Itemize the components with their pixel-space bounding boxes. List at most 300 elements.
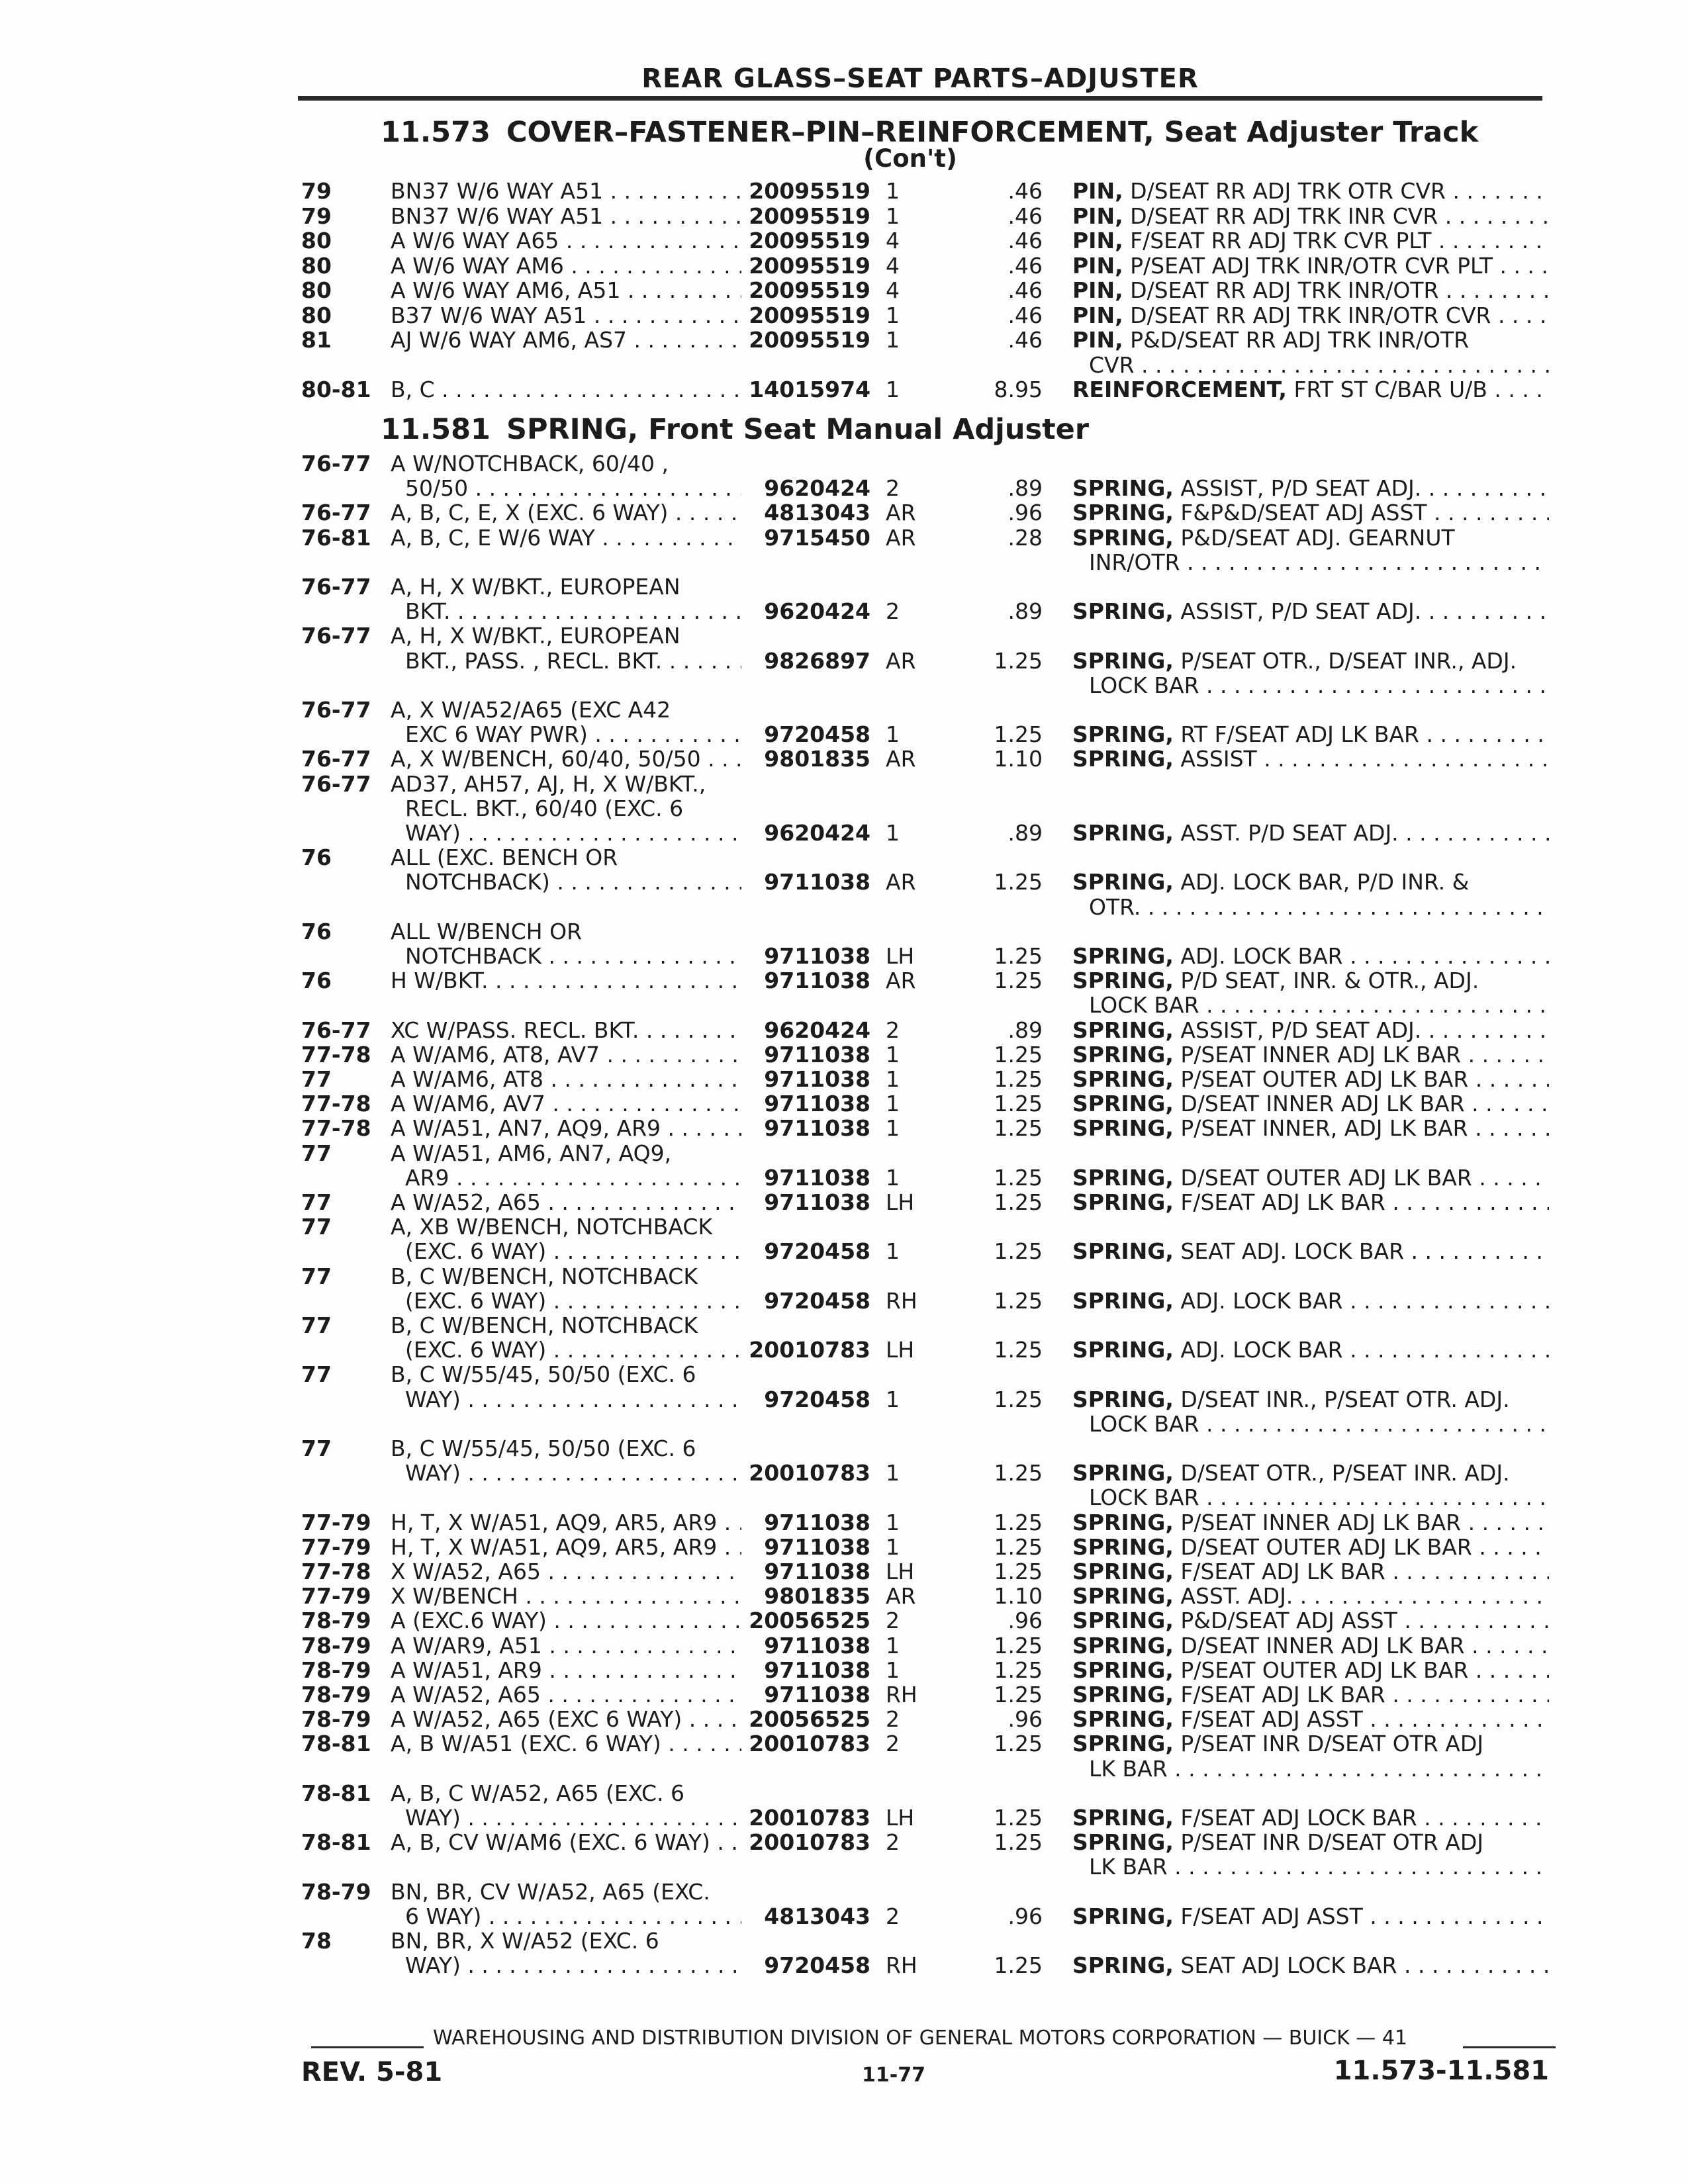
price: 1.25: [994, 1066, 1043, 1092]
part-name: REINFORCEMENT,: [1072, 377, 1287, 402]
part-number: 9711038: [764, 1509, 870, 1535]
part-description: [1072, 1731, 1549, 1756]
part-name: SPRING,: [1072, 1042, 1174, 1067]
application-text: A (EXC.6 WAY) . . .: [391, 1608, 741, 1633]
price: 1.25: [994, 1731, 1043, 1757]
application-text: WAY) . . .: [405, 1805, 741, 1830]
part-number: 20010783: [749, 1731, 870, 1757]
application-text: RECL. BKT., 60/40 (EXC. 6: [405, 796, 684, 821]
application-text: A W/A52, A65 (EXC 6 WAY) . . . . .: [391, 1707, 741, 1731]
part-description: [1072, 1116, 1549, 1140]
application-text: WAY) . . .: [405, 821, 741, 845]
part-number: 9711038: [764, 1066, 870, 1092]
part-description: [1072, 870, 1549, 894]
price: .28: [1008, 524, 1043, 551]
price: .46: [1008, 277, 1043, 303]
part-number: 20010783: [749, 1829, 870, 1856]
part-number: 9711038: [764, 1115, 870, 1142]
part-name: SPRING,: [1072, 944, 1174, 968]
part-name: SPRING,: [1072, 1190, 1174, 1214]
part-description: [1072, 179, 1549, 203]
application-text: A W/NOTCHBACK, 60/40 ,: [391, 451, 669, 476]
quantity: AR: [886, 968, 916, 994]
part-detail: FRT ST C/BAR U/B: [1293, 377, 1487, 402]
part-description: [1072, 1559, 1549, 1584]
part-description: [1072, 1018, 1549, 1042]
part-number: 4813043: [764, 1903, 870, 1929]
application-text: A W/AM6, AV7 . . .: [391, 1091, 741, 1116]
price: 1.25: [994, 1509, 1043, 1535]
part-name: SPRING,: [1072, 1461, 1174, 1486]
part-number: 20056525: [749, 1706, 870, 1733]
quantity: 1: [886, 327, 900, 353]
price: .89: [1008, 820, 1043, 846]
part-name: PIN,: [1072, 228, 1123, 253]
quantity: AR: [886, 500, 916, 526]
part-detail: D/SEAT RR ADJ TRK INR CVR: [1130, 203, 1438, 228]
quantity: LH: [886, 1189, 915, 1215]
part-detail: P/SEAT INNER ADJ LK BAR: [1180, 1042, 1462, 1067]
part-description: [1072, 1805, 1549, 1830]
part-detail: F/SEAT ADJ LK BAR: [1180, 1559, 1385, 1584]
quantity: 1: [886, 377, 900, 402]
part-name: SPRING,: [1072, 525, 1174, 550]
year-range: 77: [301, 1214, 332, 1240]
quantity: 1: [886, 203, 900, 229]
application-text: B, C W/55/45, 50/50 (EXC. 6: [391, 1436, 696, 1461]
part-number: 20095519: [749, 228, 870, 253]
year-range: 78: [301, 1928, 332, 1954]
part-name: SPRING,: [1072, 1707, 1174, 1732]
part-description: [1072, 1387, 1549, 1412]
part-name: SPRING,: [1072, 747, 1174, 772]
part-number: 9801835: [764, 746, 870, 772]
part-detail: D/SEAT OUTER ADJ LK BAR: [1180, 1534, 1472, 1559]
part-description-cont: LOCK BAR . . .: [1089, 673, 1549, 698]
application-text: A W/6 WAY AM6 . . .: [391, 253, 741, 278]
application-text: A, H, X W/BKT., EUROPEAN: [391, 623, 680, 649]
price: 1.10: [994, 1583, 1043, 1610]
part-detail: F/SEAT ADJ ASST: [1180, 1903, 1363, 1929]
part-description: [1072, 1510, 1549, 1535]
year-range: 77: [301, 1189, 332, 1215]
part-description: [1072, 1830, 1549, 1854]
part-detail: F/SEAT ADJ ASST: [1180, 1707, 1363, 1732]
price: 1.25: [994, 968, 1043, 994]
application-text: 50/50 . . .: [405, 476, 741, 500]
price: 8.95: [994, 377, 1043, 402]
part-description: [1072, 1461, 1549, 1485]
part-description: [1072, 1338, 1549, 1362]
part-number: 9720458: [764, 1386, 870, 1412]
part-detail: D/SEAT RR ADJ TRK OTR CVR: [1130, 179, 1446, 203]
part-description: [1072, 968, 1549, 993]
part-name: SPRING,: [1072, 1288, 1174, 1313]
application-text: A W/A51, AN7, AQ9, AR9 . . .: [391, 1116, 741, 1140]
quantity: 1: [886, 1041, 900, 1068]
section-heading-11581: [381, 413, 1089, 446]
part-number: 20010783: [749, 1337, 870, 1363]
application-text: X W/BENCH . . .: [391, 1584, 741, 1608]
year-range: 80-81: [301, 377, 371, 402]
part-name: PIN,: [1072, 278, 1123, 302]
year-range: 76-77: [301, 746, 371, 772]
price: 1.25: [994, 1533, 1043, 1560]
part-detail: RT F/SEAT ADJ LK BAR: [1180, 722, 1419, 747]
part-name: SPRING,: [1072, 1338, 1174, 1363]
application-text: A W/AM6, AT8 . . .: [391, 1067, 741, 1091]
application-text: A W/A52, A65 . . .: [391, 1190, 741, 1214]
part-number: 9711038: [764, 1041, 870, 1068]
quantity: RH: [886, 1287, 917, 1314]
price: .46: [1008, 228, 1043, 253]
year-range: 78-81: [301, 1780, 371, 1806]
application-text: 6 WAY) . . .: [405, 1904, 741, 1929]
part-detail: D/SEAT OTR., P/SEAT INR. ADJ.: [1180, 1461, 1510, 1486]
application-text: H, T, X W/A51, AQ9, AR5, AR9 . . .: [391, 1535, 741, 1559]
application-text: BN, BR, X W/A52 (EXC. 6: [391, 1929, 659, 1953]
year-range: 77-78: [301, 1091, 371, 1117]
year-range: 76: [301, 968, 332, 994]
part-detail: D/SEAT RR ADJ TRK INR/OTR CVR: [1130, 302, 1491, 328]
part-number: 4813043: [764, 500, 870, 526]
page-title: REAR GLASS–SEAT PARTS–ADJUSTER: [641, 64, 1199, 94]
part-detail: F/SEAT ADJ LOCK BAR: [1180, 1805, 1417, 1830]
part-name: SPRING,: [1072, 1387, 1174, 1412]
part-description: [1072, 1289, 1549, 1313]
quantity: 1: [886, 302, 900, 328]
year-range: 77-79: [301, 1533, 371, 1560]
application-text: B, C W/BENCH, NOTCHBACK: [391, 1263, 698, 1289]
part-detail: P/SEAT OUTER ADJ LK BAR: [1180, 1657, 1469, 1682]
year-range: 78-79: [301, 1878, 371, 1905]
part-name: SPRING,: [1072, 1903, 1174, 1929]
part-detail: P/SEAT OTR., D/SEAT INR., ADJ.: [1180, 648, 1517, 673]
application-text: A, X W/A52/A65 (EXC A42: [391, 698, 671, 722]
price: 1.25: [994, 1287, 1043, 1314]
quantity: 4: [886, 252, 900, 279]
part-name: SPRING,: [1072, 1830, 1174, 1855]
year-range: 78-79: [301, 1657, 371, 1683]
year-range: 76-77: [301, 623, 371, 649]
part-name: SPRING,: [1072, 1091, 1174, 1116]
application-text: WAY) . . .: [405, 1387, 741, 1412]
price: 1.25: [994, 1460, 1043, 1486]
part-description: [1072, 1165, 1549, 1190]
quantity: 1: [886, 1533, 900, 1560]
price: 1.25: [994, 1657, 1043, 1683]
year-range: 77-78: [301, 1115, 371, 1142]
part-name: SPRING,: [1072, 1017, 1174, 1042]
quantity: 2: [886, 1731, 900, 1757]
application-text: A W/A52, A65 . . .: [391, 1682, 741, 1707]
application-text: B37 W/6 WAY A51 . . .: [391, 303, 741, 328]
part-name: PIN,: [1072, 179, 1123, 203]
part-detail: ADJ. LOCK BAR: [1180, 1288, 1343, 1313]
year-range: 77: [301, 1066, 332, 1092]
year-range: 77-78: [301, 1559, 371, 1584]
price: 1.25: [994, 1189, 1043, 1215]
year-range: 78-79: [301, 1632, 371, 1659]
price: .46: [1008, 252, 1043, 279]
part-number: 20095519: [749, 178, 870, 204]
year-range: 80: [301, 228, 332, 253]
part-number: 20010783: [749, 1805, 870, 1831]
application-text: A W/AR9, A51 . . .: [391, 1633, 741, 1658]
price: 1.25: [994, 721, 1043, 748]
quantity: 1: [886, 1632, 900, 1659]
part-description: [1072, 1904, 1549, 1929]
part-number: 9620424: [764, 820, 870, 846]
year-range: 76-77: [301, 770, 371, 797]
year-range: 76-77: [301, 451, 371, 477]
part-description-cont: INR/OTR . . .: [1089, 550, 1549, 574]
quantity: 1: [886, 1657, 900, 1683]
quantity: 2: [886, 1903, 900, 1929]
price: .89: [1008, 598, 1043, 625]
year-range: 80: [301, 252, 332, 279]
application-text: X W/A52, A65 . . .: [391, 1559, 741, 1584]
year-range: 77-79: [301, 1509, 371, 1535]
part-description: [1072, 944, 1549, 968]
quantity: AR: [886, 869, 916, 895]
part-name: PIN,: [1072, 203, 1123, 228]
application-text: BKT. . . .: [405, 599, 741, 623]
part-number: 9711038: [764, 1559, 870, 1584]
quantity: 1: [886, 178, 900, 204]
price: 1.25: [994, 1386, 1043, 1412]
part-detail: ADJ. LOCK BAR, P/D INR. &: [1180, 870, 1470, 895]
quantity: 1: [886, 1066, 900, 1092]
part-number: 9711038: [764, 968, 870, 994]
part-name: SPRING,: [1072, 1805, 1174, 1830]
section-continued: (Con't): [863, 144, 957, 173]
part-description: [1072, 476, 1549, 500]
price: .89: [1008, 1017, 1043, 1043]
price: .46: [1008, 178, 1043, 204]
price: 1.25: [994, 1632, 1043, 1659]
application-text: BN37 W/6 WAY A51 . . .: [391, 179, 741, 203]
price: .96: [1008, 500, 1043, 526]
part-number: 20095519: [749, 277, 870, 303]
quantity: 1: [886, 1115, 900, 1142]
revision-label: REV. 5-81: [301, 2057, 443, 2087]
application-text: A, H, X W/BKT., EUROPEAN: [391, 574, 680, 599]
part-detail: P/SEAT ADJ TRK INR/OTR CVR PLT: [1130, 253, 1493, 278]
price: .46: [1008, 327, 1043, 353]
part-description: [1072, 1584, 1549, 1608]
part-description: [1072, 649, 1549, 673]
part-name: SPRING,: [1072, 1633, 1174, 1658]
part-name: SPRING,: [1072, 1165, 1174, 1190]
price: 1.25: [994, 647, 1043, 674]
part-detail: P/SEAT OUTER ADJ LK BAR: [1180, 1067, 1469, 1091]
quantity: 1: [886, 1509, 900, 1535]
year-range: 80: [301, 277, 332, 303]
part-description: [1072, 328, 1549, 352]
part-description: [1072, 253, 1549, 278]
application-text: B, C W/BENCH, NOTCHBACK: [391, 1313, 698, 1338]
part-detail: P&D/SEAT ADJ ASST: [1180, 1608, 1397, 1633]
price: .96: [1008, 1706, 1043, 1733]
part-description-cont: CVR . . .: [1089, 353, 1549, 377]
application-text: EXC 6 WAY PWR) . . .: [405, 722, 741, 747]
part-detail: ASSIST, P/D SEAT ADJ.: [1180, 599, 1422, 624]
part-detail: SEAT ADJ. LOCK BAR: [1180, 1239, 1405, 1264]
price: 1.25: [994, 1559, 1043, 1584]
part-number: 9720458: [764, 1287, 870, 1314]
application-text: NOTCHBACK) . . .: [405, 870, 741, 894]
quantity: RH: [886, 1682, 917, 1707]
part-number: 9711038: [764, 869, 870, 895]
year-range: 77-78: [301, 1041, 371, 1068]
part-detail: D/SEAT RR ADJ TRK INR/OTR: [1130, 278, 1439, 302]
application-text: AJ W/6 WAY AM6, AS7 . . .: [391, 328, 741, 352]
section-number: 11.573: [381, 116, 491, 149]
price: 1.25: [994, 1115, 1043, 1142]
year-range: 76-77: [301, 697, 371, 723]
year-range: 78-81: [301, 1829, 371, 1856]
year-range: 80: [301, 302, 332, 328]
application-text: ALL W/BENCH OR: [391, 919, 583, 944]
part-description-cont: OTR. . . .: [1089, 895, 1549, 919]
part-number: 9720458: [764, 1952, 870, 1979]
part-detail: ASSIST, P/D SEAT ADJ.: [1180, 1017, 1422, 1042]
quantity: 2: [886, 1706, 900, 1733]
price: 1.25: [994, 869, 1043, 895]
application-text: A, X W/BENCH, 60/40, 50/50 . . . .: [391, 747, 741, 771]
part-detail: ASST. P/D SEAT ADJ.: [1180, 821, 1399, 845]
part-description: [1072, 1091, 1549, 1116]
year-range: 76-77: [301, 574, 371, 600]
part-detail: P/SEAT INNER ADJ LK BAR: [1180, 1510, 1462, 1535]
part-detail: ADJ. LOCK BAR: [1180, 944, 1343, 968]
part-description: [1072, 722, 1549, 747]
part-name: SPRING,: [1072, 821, 1174, 845]
year-range: 77: [301, 1435, 332, 1461]
application-text: A, XB W/BENCH, NOTCHBACK: [391, 1214, 713, 1240]
part-number: 9711038: [764, 1682, 870, 1707]
quantity: AR: [886, 1583, 916, 1610]
part-description: [1072, 377, 1549, 402]
part-description: [1072, 1608, 1549, 1633]
year-range: 78-79: [301, 1682, 371, 1707]
part-number: 9711038: [764, 1189, 870, 1215]
quantity: 1: [886, 721, 900, 748]
part-name: SPRING,: [1072, 1067, 1174, 1091]
part-number: 20095519: [749, 302, 870, 328]
price: 1.25: [994, 1805, 1043, 1831]
part-number: 20095519: [749, 203, 870, 229]
application-text: A W/A51, AR9 . . .: [391, 1658, 741, 1682]
part-number: 9711038: [764, 1657, 870, 1683]
year-range: 81: [301, 327, 332, 353]
part-name: SPRING,: [1072, 1608, 1174, 1633]
year-range: 79: [301, 203, 332, 229]
price: 1.10: [994, 746, 1043, 772]
application-text: (EXC. 6 WAY) . . .: [405, 1289, 741, 1313]
application-text: BN, BR, CV W/A52, A65 (EXC.: [391, 1879, 710, 1904]
part-name: SPRING,: [1072, 1731, 1174, 1756]
part-number: 9711038: [764, 1533, 870, 1560]
part-detail: ASST. ADJ.: [1180, 1584, 1293, 1609]
application-text: H, T, X W/A51, AQ9, AR5, AR9 . . .: [391, 1510, 741, 1535]
application-text: A W/6 WAY AM6, A51 . . .: [391, 278, 741, 302]
application-text: A, B, C W/A52, A65 (EXC. 6: [391, 1780, 685, 1805]
application-text: H W/BKT. . . .: [391, 968, 741, 993]
price: 1.25: [994, 1041, 1043, 1068]
part-description-cont: LK BAR . . .: [1089, 1756, 1549, 1781]
year-range: 78-79: [301, 1608, 371, 1634]
part-name: SPRING,: [1072, 1584, 1174, 1609]
price: 1.25: [994, 1682, 1043, 1707]
part-detail: F/SEAT RR ADJ TRK CVR PLT: [1130, 228, 1432, 253]
part-number: 9711038: [764, 1091, 870, 1117]
footer-publisher: WAREHOUSING AND DISTRIBUTION DIVISION OF GENERAL MOTORS CORPORATION — BUICK — 41: [432, 2026, 1408, 2050]
part-name: SPRING,: [1072, 870, 1174, 895]
application-text: ALL (EXC. BENCH OR: [391, 845, 618, 870]
quantity: 4: [886, 228, 900, 253]
application-text: A W/6 WAY A65 . . .: [391, 228, 741, 253]
part-number: 20056525: [749, 1608, 870, 1634]
part-description: [1072, 228, 1549, 253]
price: 1.25: [994, 1164, 1043, 1191]
quantity: 1: [886, 1091, 900, 1117]
application-text: A, B, C, E, X (EXC. 6 WAY) . . .: [391, 500, 741, 525]
price: .96: [1008, 1608, 1043, 1634]
part-description-cont: LOCK BAR . . .: [1089, 1412, 1549, 1436]
part-detail: D/SEAT INNER ADJ LK BAR: [1180, 1633, 1465, 1658]
price: 1.25: [994, 1829, 1043, 1856]
part-number: 9711038: [764, 1632, 870, 1659]
quantity: 1: [886, 1386, 900, 1412]
part-detail: D/SEAT INR., P/SEAT OTR. ADJ.: [1180, 1387, 1510, 1412]
quantity: 1: [886, 820, 900, 846]
part-detail: F&P&D/SEAT ADJ ASST: [1180, 500, 1427, 525]
application-text: A, B, C, E W/6 WAY . . .: [391, 525, 741, 550]
part-number: 9711038: [764, 943, 870, 969]
quantity: LH: [886, 943, 915, 969]
application-text: BN37 W/6 WAY A51 . . .: [391, 204, 741, 228]
part-name: SPRING,: [1072, 1682, 1174, 1707]
quantity: RH: [886, 1952, 917, 1979]
part-number: 9720458: [764, 1238, 870, 1265]
part-description-cont: LOCK BAR . . .: [1089, 993, 1549, 1017]
part-name: PIN,: [1072, 302, 1123, 328]
year-range: 77: [301, 1361, 332, 1388]
application-text: A, B W/A51 (EXC. 6 WAY) . . . . . . .: [391, 1731, 741, 1756]
page-number: 11-77: [862, 2064, 925, 2087]
year-range: 78-79: [301, 1706, 371, 1733]
part-description: [1072, 500, 1549, 525]
application-text: A W/AM6, AT8, AV7 . . .: [391, 1042, 741, 1067]
part-detail: F/SEAT ADJ LK BAR: [1180, 1190, 1385, 1214]
part-detail: P/D SEAT, INR. & OTR., ADJ.: [1180, 968, 1479, 993]
quantity: 2: [886, 598, 900, 625]
part-description: [1072, 1682, 1549, 1707]
year-range: 76-77: [301, 1017, 371, 1043]
part-name: SPRING,: [1072, 1510, 1174, 1535]
part-description: [1072, 1190, 1549, 1214]
application-text: AD37, AH57, AJ, H, X W/BKT.,: [391, 771, 706, 796]
section-title: SPRING, Front Seat Manual Adjuster: [506, 413, 1090, 446]
quantity: 2: [886, 475, 900, 502]
part-number: 14015974: [749, 377, 870, 402]
part-detail: F/SEAT ADJ LK BAR: [1180, 1682, 1385, 1707]
year-range: 77: [301, 1263, 332, 1289]
part-name: SPRING,: [1072, 1657, 1174, 1682]
price: 1.25: [994, 1952, 1043, 1979]
